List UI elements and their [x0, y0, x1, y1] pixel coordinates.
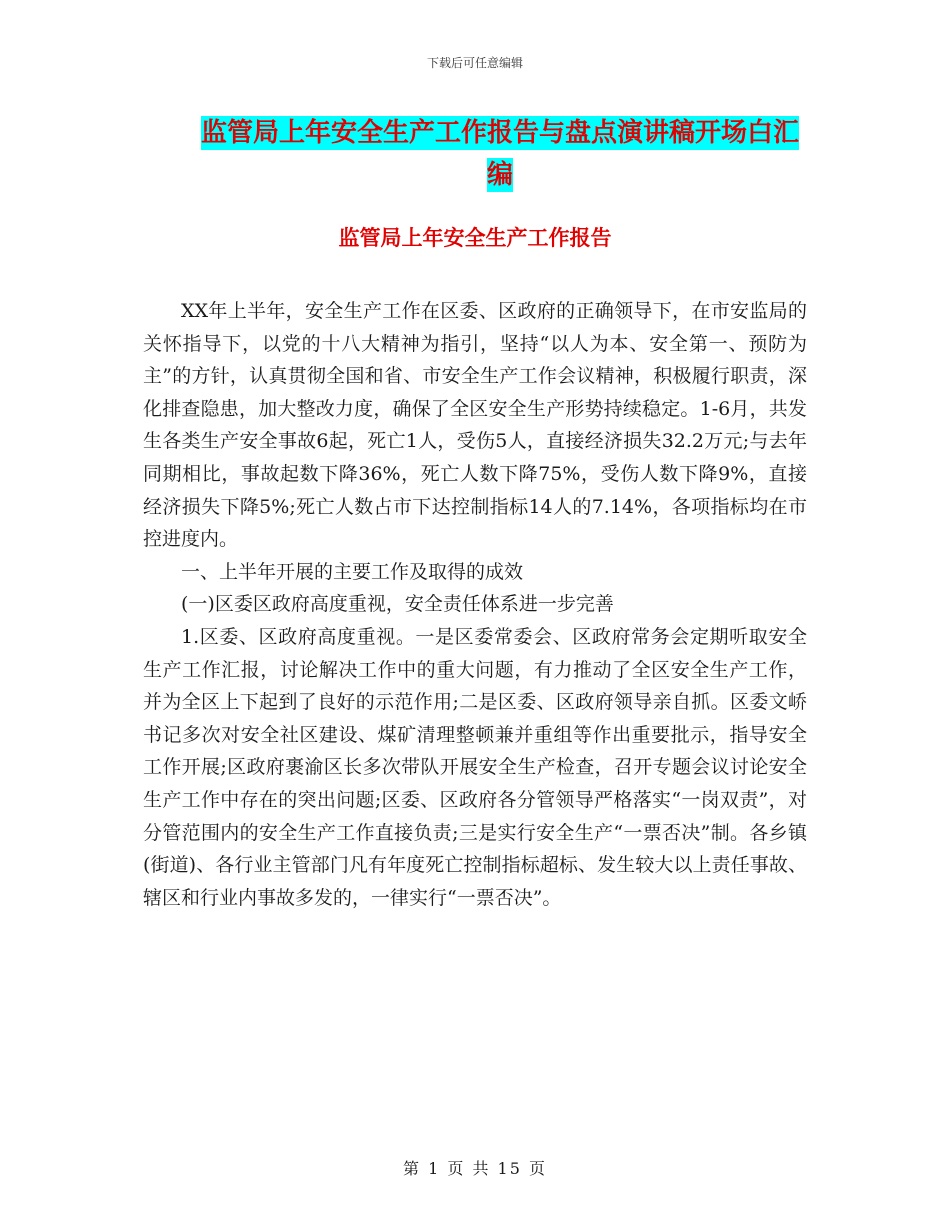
- page-number: 第 1 页 共 15 页: [403, 1159, 547, 1178]
- paragraph-subheading-1: (一)区委区政府高度重视，安全责任体系进一步完善: [181, 593, 614, 616]
- document-title: [190, 112, 810, 196]
- body-text: [143, 295, 807, 914]
- paragraph-heading-1: 一、上半年开展的主要工作及取得的成效: [181, 560, 524, 583]
- section-title: 监管局上年安全生产工作报告: [338, 226, 612, 250]
- paragraph-intro: XX年上半年，安全生产工作在区委、区政府的正确领导下，在市安监局的关怀指导下，以党的十八大精神为指引，坚持“以人为本、安全第一、预防为主”的方针，认真贯彻全国和省、市安全生产工作会议精神，积极履行职责，深化排查隐患，加大整改力度，确保了全区安全生产形势持续稳定。1-6月，共发生各类生产安全事故6起，死亡1人，受伤5人，直接经济损失32.2万元;与去年同期相比，事故起数下降36%，死亡人数下降75%，受伤人数下降9%，直接经济损失下降5%;死亡人数占市下达控制指标14人的7.14%，各项指标均在市控进度内。: [143, 300, 807, 551]
- document-title-line1: 监管局上年安全生产工作报告与盘点演讲稿开场白汇: [200, 118, 799, 148]
- paragraph-item-1: 1.区委、区政府高度重视。一是区委常委会、区政府常务会定期听取安全生产工作汇报，讨论解决工作中的重大问题，有力推动了全区安全生产工作，并为全区上下起到了良好的示范作用;二是区委、区政府领导亲自抓。区委文峤书记多次对安全社区建设、煤矿清理整顿兼并重组等作出重要批示，指导安全工作开展;区政府裹渝区长多次带队开展安全生产检查，召开专题会议讨论安全生产工作中存在的突出问题;区委、区政府各分管领导严格落实“一岗双责”，对分管范围内的安全生产工作直接负责;三是实行安全生产“一票否决”制。各乡镇(街道)、各行业主管部门凡有年度死亡控制指标超标、发生较大以上责任事故、辖区和行业内事故多发的，一律实行“一票否决”。: [143, 625, 807, 909]
- document-title-line2: 编: [486, 160, 513, 190]
- header-note: 下载后可任意编辑: [426, 56, 523, 70]
